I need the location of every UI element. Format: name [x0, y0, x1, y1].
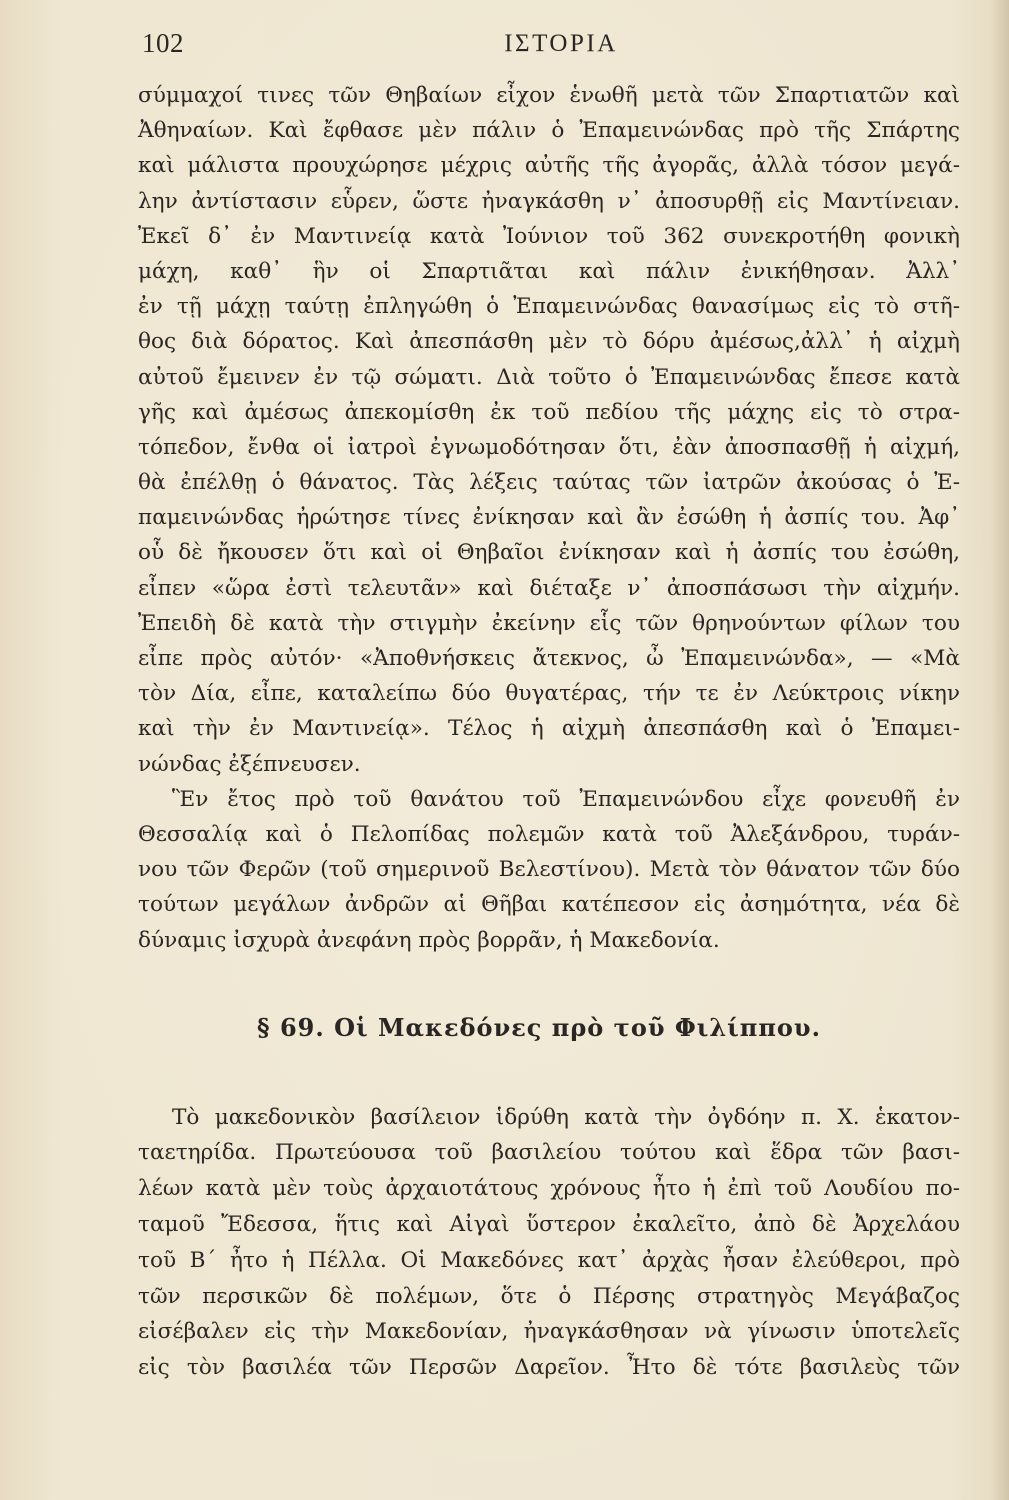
text-line: παμεινώνδας ἠρώτησε τίνες ἐνίκησαν καὶ ἂν ἐσώθη ἡ ἀσπίς του. Ἀφ᾽: [138, 505, 960, 531]
text-line: τοῦ Β΄ ἦτο ἡ Πέλλα. Οἱ Μακεδόνες κατ᾽ ἀρχὰς ἦσαν ἐλεύθεροι, πρὸ: [138, 1247, 960, 1273]
text-line: γῆς καὶ ἀμέσως ἀπεκομίσθη ἐκ τοῦ πεδίου τῆς μάχης εἰς τὸ στρα-: [138, 399, 960, 425]
text-line: Ἐκεῖ δ᾽ ἐν Μαντινείᾳ κατὰ Ἰούνιον τοῦ 362 συνεκροτήθη φονικὴ: [138, 223, 960, 249]
text-line: σύμμαχοί τινες τῶν Θηβαίων εἶχον ἑνωθῆ μετὰ τῶν Σπαρτιατῶν καὶ: [138, 83, 960, 108]
text-line: λέων κατὰ μὲν τοὺς ἀρχαιοτάτους χρόνους ἦτο ἡ ἐπὶ τοῦ Λουδίου πο-: [138, 1176, 960, 1202]
paragraph-macedonian-kingdom: [138, 1100, 960, 1386]
text-line: μάχη, καθ᾽ ἣν οἱ Σπαρτιᾶται καὶ πάλιν ἐνικήθησαν. Ἀλλ᾽: [138, 258, 960, 284]
text-line: ταμοῦ Ἔδεσσα, ἥτις καὶ Αἰγαὶ ὕστερον ἐκαλεῖτο, ἀπὸ δὲ Ἀρχελάου: [138, 1212, 960, 1238]
text-line: Θεσσαλίᾳ καὶ ὁ Πελοπίδας πολεμῶν κατὰ τοῦ Ἀλεξάνδρου, τυράν-: [138, 821, 960, 847]
text-line: τὸν Δία, εἶπε, καταλείπω δύο θυγατέρας, τήν τε ἐν Λεύκτροις νίκην: [138, 681, 960, 707]
text-line: τῶν περσικῶν δὲ πολέμων, ὅτε ὁ Πέρσης στρατηγὸς Μεγάβαζος: [138, 1283, 960, 1309]
text-line: Τὸ μακεδονικὸν βασίλειον ἱδρύθη κατὰ τὴν ὀγδόην π. Χ. ἑκατον-: [172, 1104, 960, 1130]
text-line: Ἓν ἔτος πρὸ τοῦ θανάτου τοῦ Ἐπαμεινώνδου εἶχε φονευθῆ ἐν: [172, 786, 960, 812]
heading-spacer: [138, 1048, 960, 1100]
section-heading: § 69. Οἱ Μακεδόνες πρὸ τοῦ Φιλίππου.: [257, 1012, 821, 1042]
text-line: θὰ ἐπέλθῃ ὁ θάνατος. Τὰς λέξεις ταύτας τῶν ἰατρῶν ἀκούσας ὁ Ἐ-: [138, 470, 960, 496]
running-head: ΙΣΤΟΡΙΑ: [504, 30, 618, 57]
text-line: εἰσέβαλεν εἰς τὴν Μακεδονίαν, ἠναγκάσθησαν νὰ γίνωσιν ὑποτελεῖς: [138, 1319, 960, 1345]
body-text: [138, 78, 960, 1386]
paragraph-pelopidas: [138, 782, 960, 958]
page-header: [132, 28, 960, 68]
text-line: τούτων μεγάλων ἀνδρῶν αἱ Θῆβαι κατέπεσον εἰς ἀσημότητα, νέα δὲ: [138, 892, 960, 918]
section-spacer: [138, 958, 960, 1008]
text-line: εἰς τὸν βασιλέα τῶν Περσῶν Δαρεῖον. Ἦτο δὲ τότε βασιλεὺς τῶν: [138, 1355, 960, 1381]
text-line: δύναμις ἰσχυρὰ ἀνεφάνη πρὸς βορρᾶν, ἡ Μακεδονία.: [138, 927, 720, 953]
text-line: ἐν τῇ μάχῃ ταύτῃ ἐπληγώθη ὁ Ἐπαμεινώνδας θανασίμως εἰς τὸ στῆ-: [138, 294, 960, 320]
text-line: νου τῶν Φερῶν (τοῦ σημερινοῦ Βελεστίνου). Μετὰ τὸν θάνατον τῶν δύο: [138, 857, 960, 883]
text-line: λην ἀντίστασιν εὗρεν, ὥστε ἠναγκάσθη ν᾽ ἀποσυρθῇ εἰς Μαντίνειαν.: [138, 188, 960, 214]
text-line: εἶπεν «ὥρα ἐστὶ τελευτᾶν» καὶ διέταξε ν᾽ ἀποσπάσωσι τὴν αἰχμήν.: [138, 575, 960, 601]
text-line: εἶπε πρὸς αὐτόν· «Ἀποθνήσκεις ἄτεκνος, ὦ Ἐπαμεινώνδα», — «Μὰ: [138, 646, 960, 671]
text-line: νώνδας ἐξέπνευσεν.: [138, 751, 361, 777]
text-line: θος διὰ δόρατος. Καὶ ἀπεσπάσθη μὲν τὸ δόρυ ἀμέσως,ἀλλ᾽ ἡ αἰχμὴ: [138, 329, 960, 355]
text-line: ταετηρίδα. Πρωτεύουσα τοῦ βασιλείου τούτου καὶ ἕδρα τῶν βασι-: [138, 1140, 960, 1166]
page-number: 102: [142, 28, 184, 58]
text-line: καὶ μάλιστα προυχώρησε μέχρις αὐτῆς τῆς ἀγορᾶς, ἀλλὰ τόσον μεγά-: [138, 153, 960, 179]
text-line: τόπεδον, ἔνθα οἱ ἰατροὶ ἐγνωμοδότησαν ὅτι, ἐὰν ἀποσπασθῇ ἡ αἰχμή,: [138, 434, 960, 460]
page-edge-shadow: [991, 0, 1009, 1500]
text-line: οὗ δὲ ἤκουσεν ὅτι καὶ οἱ Θηβαῖοι ἐνίκησαν καὶ ἡ ἀσπίς του ἐσώθη,: [138, 540, 960, 566]
paragraph-epaminondas-death: [138, 78, 960, 782]
text-line: αὐτοῦ ἔμεινεν ἐν τῷ σώματι. Διὰ τοῦτο ὁ Ἐπαμεινώνδας ἔπεσε κατὰ: [138, 364, 960, 390]
text-line: Ἐπειδὴ δὲ κατὰ τὴν στιγμὴν ἐκείνην εἷς τῶν θρηνούντων φίλων του: [138, 610, 960, 636]
text-line: Ἀθηναίων. Καὶ ἔφθασε μὲν πάλιν ὁ Ἐπαμεινώνδας πρὸ τῆς Σπάρτης: [138, 118, 960, 144]
text-line: καὶ τὴν ἐν Μαντινείᾳ». Τέλος ἡ αἰχμὴ ἀπεσπάσθη καὶ ὁ Ἐπαμει-: [138, 716, 960, 742]
